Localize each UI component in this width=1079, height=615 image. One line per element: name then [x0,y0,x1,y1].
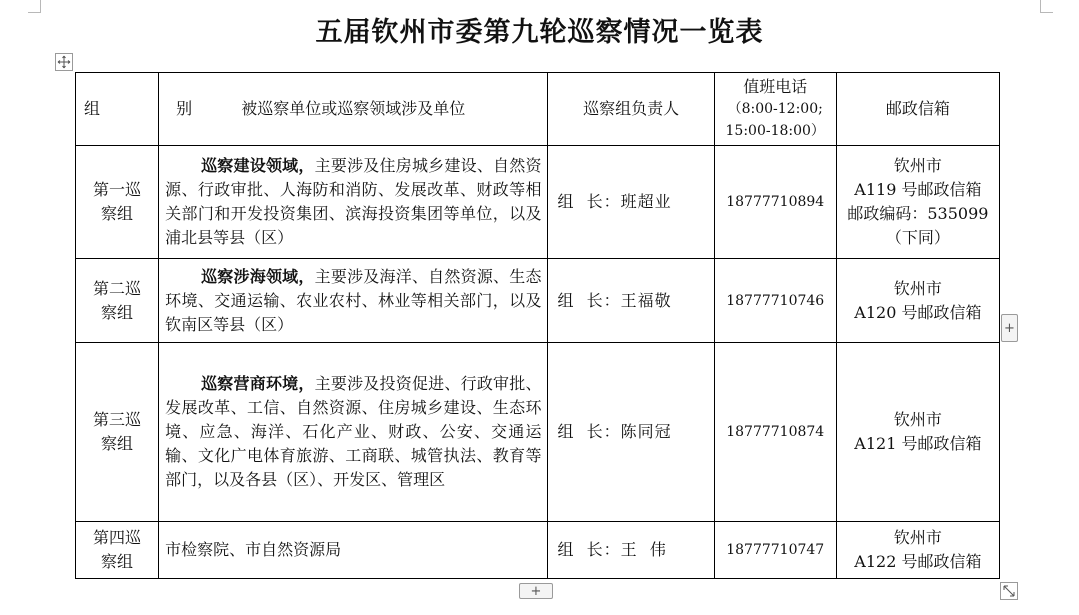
mailbox-cell [836,259,999,343]
phone-cell: 18777710746 [714,259,836,343]
group-cell [76,343,159,522]
table-row [76,146,1000,259]
mailbox-city: 钦州市 [893,156,942,175]
table-header-row [76,73,1000,146]
header-group: 组 别 [76,73,159,146]
group-label-line2: 察组 [101,204,134,223]
group-cell [76,259,159,343]
domain-label: 巡察涉海领域， [201,266,315,286]
group-label-line2: 察组 [101,434,134,453]
group-cell [76,146,159,259]
mailbox-number: A121 号邮政信箱 [854,434,982,453]
mailbox-cell [836,146,999,259]
mailbox-number: A120 号邮政信箱 [854,302,982,322]
group-label-line2: 察组 [101,302,134,322]
mailbox-number: A122 号邮政信箱 [854,552,982,571]
header-phone-hours-2: 15:00-18:00） [725,123,825,139]
mailbox-city: 钦州市 [893,528,942,547]
unit-cell [159,343,548,522]
group-label-line1: 第三巡 [93,410,142,429]
table-resize-handle[interactable] [1000,582,1018,600]
leader-cell: 组 长：班超业 [548,146,714,259]
add-column-button[interactable]: + [1001,314,1018,342]
unit-description: 主要涉及住房城乡建设、自然资源、行政审批、人海防和消防、发展改革、财政等相关部门和开发投资集团、滨海投资集团等单位，以及浦北县等县（区） [165,156,542,247]
inspection-table [75,72,1000,579]
domain-label: 巡察营商环境， [201,374,315,393]
unit-cell [159,522,548,579]
resize-icon [1001,583,1017,599]
phone-cell: 18777710874 [714,343,836,522]
unit-cell [159,259,548,343]
mailbox-city: 钦州市 [893,278,942,298]
unit-description: 主要涉及海洋、自然资源、生态环境、交通运输、农业农村、林业等相关部门，以及钦南区等县（区） [165,266,542,334]
header-phone [714,73,836,146]
header-unit: 被巡察单位或巡察领域涉及单位 [159,73,548,146]
header-leader: 巡察组负责人 [548,73,714,146]
table-row [76,259,1000,343]
header-phone-title: 值班电话 [743,77,808,96]
group-label-line1: 第二巡 [93,278,142,298]
leader-cell: 组 长：陈同冠 [548,343,714,522]
add-row-button[interactable]: + [519,583,553,599]
group-label-line1: 第四巡 [93,528,142,547]
mailbox-postcode: 邮政编码：535099 [847,204,989,223]
unit-description: 主要涉及投资促进、行政审批、发展改革、工信、自然资源、住房城乡建设、生态环境、应急、海洋、石化产业、财政、公安、交通运输、文化广电体育旅游、工商联、城管执法、教育等部门，以及各县（区）、开发区、管理区 [165,374,542,489]
table-row [76,522,1000,579]
unit-cell [159,146,548,259]
phone-cell: 18777710747 [714,522,836,579]
group-label-line2: 察组 [101,552,134,571]
table-row [76,343,1000,522]
leader-cell: 组 长：王福敬 [548,259,714,343]
header-phone-hours-1: （8:00-12:00; [727,101,823,117]
header-mailbox: 邮政信箱 [836,73,999,146]
mailbox-note: （下同） [885,228,950,247]
mailbox-cell [836,522,999,579]
mailbox-city: 钦州市 [893,410,942,429]
domain-label: 巡察建设领域， [201,156,315,175]
move-icon [57,55,71,69]
phone-cell: 18777710894 [714,146,836,259]
table-move-handle[interactable] [55,53,73,71]
leader-cell: 组 长：王 伟 [548,522,714,579]
unit-description: 市检察院、市自然资源局 [165,540,342,559]
mailbox-number: A119 号邮政信箱 [854,180,982,199]
group-cell [76,522,159,579]
mailbox-cell [836,343,999,522]
group-label-line1: 第一巡 [93,180,142,199]
document-title: 五届钦州市委第九轮巡察情况一览表 [315,17,764,48]
